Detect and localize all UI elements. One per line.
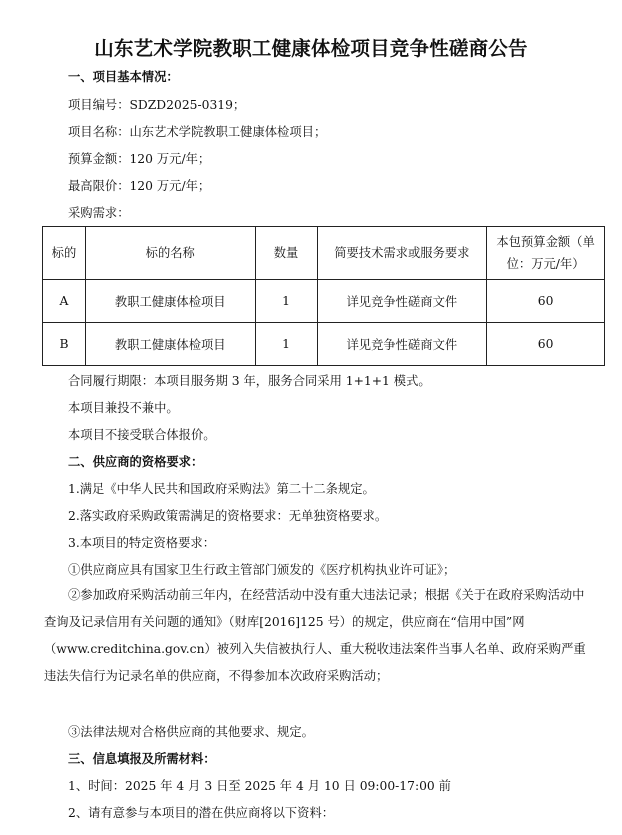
procurement-table <box>42 226 605 366</box>
table-cell: 详见竞争性磋商文件 <box>317 323 487 366</box>
table-cell: B <box>43 323 86 366</box>
specific-qualification-2: ②参加政府采购活动前三年内，在经营活动中没有重大违法记录；根据《关于在政府采购活动中查询及记录信用有关问题的通知》（财库[2016]125 号）的规定，供应商在“信用中国”网（www.creditchina.gov.cn）被列入失信被执行人、重大税收违法案件当事人名单、政府采购严重违法失信行为记录名单的供应商，不得参加本次政府采购活动； <box>44 588 586 683</box>
requirements-label: 采购需求： <box>68 206 130 220</box>
table-cell: A <box>43 280 86 323</box>
budget-amount: 预算金额：120 万元/年； <box>68 152 211 166</box>
info-item-2: 2、请有意参与本项目的潜在供应商将以下资料： <box>68 806 335 820</box>
no-consortium-note: 本项目不接受联合体报价。 <box>68 428 216 442</box>
section1-heading: 一、项目基本情况： <box>68 70 179 84</box>
not-combined-note: 本项目兼投不兼中。 <box>68 401 179 415</box>
header-cell: 标的名称 <box>85 227 255 280</box>
page-title: 山东艺术学院教职工健康体检项目竞争性磋商公告 <box>94 37 528 60</box>
project-number: 项目编号：SDZD2025-0319； <box>68 98 246 112</box>
section3-heading: 三、信息填报及所需材料： <box>68 752 216 766</box>
qualification-item-3: 3.本项目的特定资格要求： <box>68 536 215 550</box>
contract-period: 合同履行期限：本项目服务期 3 年，服务合同采用 1+1+1 模式。 <box>68 374 431 388</box>
header-cell: 数量 <box>255 227 317 280</box>
max-price: 最高限价：120 万元/年； <box>68 179 211 193</box>
header-cell: 简要技术需求或服务要求 <box>317 227 487 280</box>
project-name: 项目名称：山东艺术学院教职工健康体检项目； <box>68 125 327 139</box>
table-header-row <box>43 227 605 280</box>
specific-qualification-1: ①供应商应具有国家卫生行政主管部门颁发的《医疗机构执业许可证》； <box>68 563 456 577</box>
table-cell: 详见竞争性磋商文件 <box>317 280 487 323</box>
header-cell: 本包预算金额（单位：万元/年） <box>487 227 605 280</box>
table-cell: 教职工健康体检项目 <box>85 280 255 323</box>
table-cell: 教职工健康体检项目 <box>85 323 255 366</box>
table-row <box>43 323 605 366</box>
table-cell: 1 <box>255 280 317 323</box>
table-cell: 1 <box>255 323 317 366</box>
table-cell: 60 <box>487 323 605 366</box>
section2-heading: 二、供应商的资格要求： <box>68 455 204 469</box>
table-cell: 60 <box>487 280 605 323</box>
specific-qualification-3: ③法律法规对合格供应商的其他要求、规定。 <box>68 725 314 739</box>
info-item-1: 1、时间：2025 年 4 月 3 日至 2025 年 4 月 10 日 09:00-17:00 前 <box>68 779 451 793</box>
qualification-item-2: 2.落实政府采购政策需满足的资格要求：无单独资格要求。 <box>68 509 388 523</box>
qualification-item-1: 1.满足《中华人民共和国政府采购法》第二十二条规定。 <box>68 482 375 496</box>
header-cell: 标的 <box>43 227 86 280</box>
table-row <box>43 280 605 323</box>
